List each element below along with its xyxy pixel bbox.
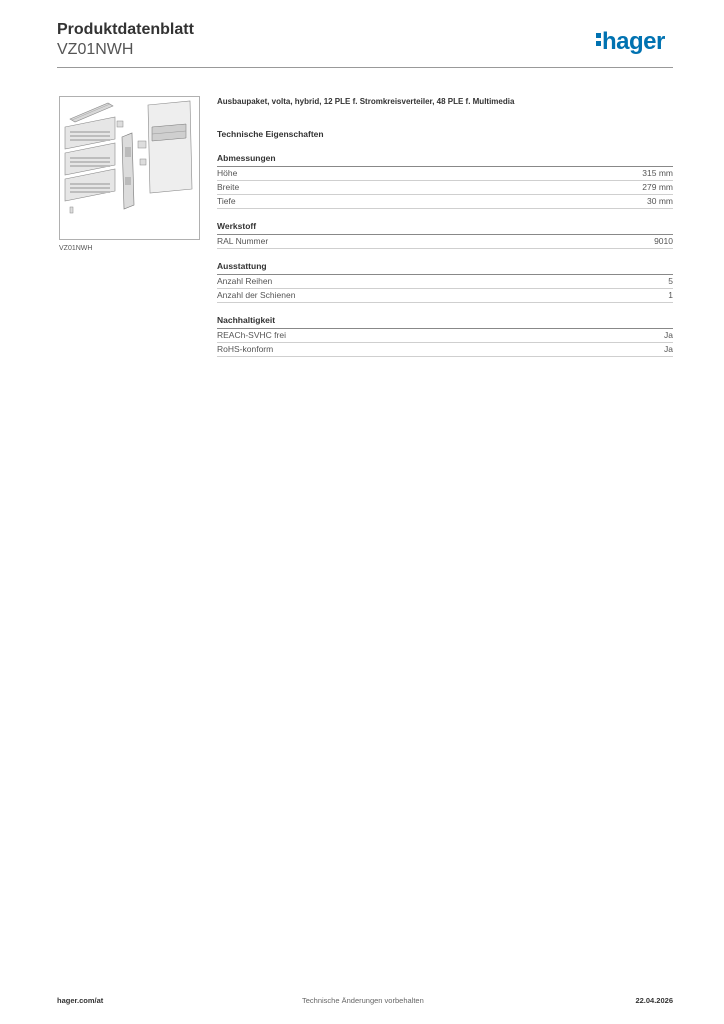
property-value: Ja xyxy=(664,344,673,354)
header-divider xyxy=(57,67,673,68)
table-row xyxy=(217,329,673,343)
property-value: 1 xyxy=(668,290,673,300)
property-label: Tiefe xyxy=(217,196,236,206)
group-title: Nachhaltigkeit xyxy=(217,315,673,329)
table-row xyxy=(217,181,673,195)
property-value: Ja xyxy=(664,330,673,340)
table-row xyxy=(217,195,673,209)
property-label: RoHS-konform xyxy=(217,344,274,354)
group-title: Abmessungen xyxy=(217,153,673,167)
property-label: Höhe xyxy=(217,168,238,178)
cover-panel-shape xyxy=(148,101,192,193)
logo-text: hager xyxy=(602,28,665,55)
group-title: Ausstattung xyxy=(217,261,673,275)
logo-colon-icon xyxy=(596,30,602,49)
table-row xyxy=(217,289,673,303)
table-row xyxy=(217,343,673,357)
group-title: Werkstoff xyxy=(217,221,673,235)
property-value: 5 xyxy=(668,276,673,286)
property-value: 279 mm xyxy=(642,182,673,192)
product-details xyxy=(217,97,673,357)
property-value: 315 mm xyxy=(642,168,673,178)
property-group-dimensions xyxy=(217,153,673,209)
section-heading: Technische Eigenschaften xyxy=(217,129,324,139)
property-label: Anzahl Reihen xyxy=(217,276,273,286)
property-label: Anzahl der Schienen xyxy=(217,290,296,300)
document-header xyxy=(57,20,194,60)
page-title: Produktdatenblatt xyxy=(57,21,194,38)
property-label: RAL Nummer xyxy=(217,236,269,246)
footer-disclaimer: Technische Änderungen vorbehalten xyxy=(302,996,424,1005)
property-value: 9010 xyxy=(654,236,673,246)
product-illustration xyxy=(60,97,199,239)
footer-website-link[interactable]: hager.com/at xyxy=(57,996,104,1005)
product-code: VZ01NWH xyxy=(57,41,134,58)
property-group-equipment xyxy=(217,261,673,303)
perforated-panels-shape xyxy=(65,117,115,201)
property-label: REACh-SVHC frei xyxy=(217,330,286,340)
hager-logo xyxy=(596,28,665,56)
property-group-sustainability xyxy=(217,315,673,357)
footer-date: 22.04.2026 xyxy=(635,996,673,1005)
product-name: Ausbaupaket, volta, hybrid, 12 PLE f. Stromkreisverteiler, 48 PLE f. Multimedia xyxy=(217,97,515,106)
bracket-shape xyxy=(122,133,134,209)
property-label: Breite xyxy=(217,182,240,192)
product-image xyxy=(59,96,200,240)
table-row xyxy=(217,275,673,289)
image-caption: VZ01NWH xyxy=(59,245,93,252)
table-row xyxy=(217,235,673,249)
property-group-material xyxy=(217,221,673,249)
property-value: 30 mm xyxy=(647,196,673,206)
table-row xyxy=(217,167,673,181)
